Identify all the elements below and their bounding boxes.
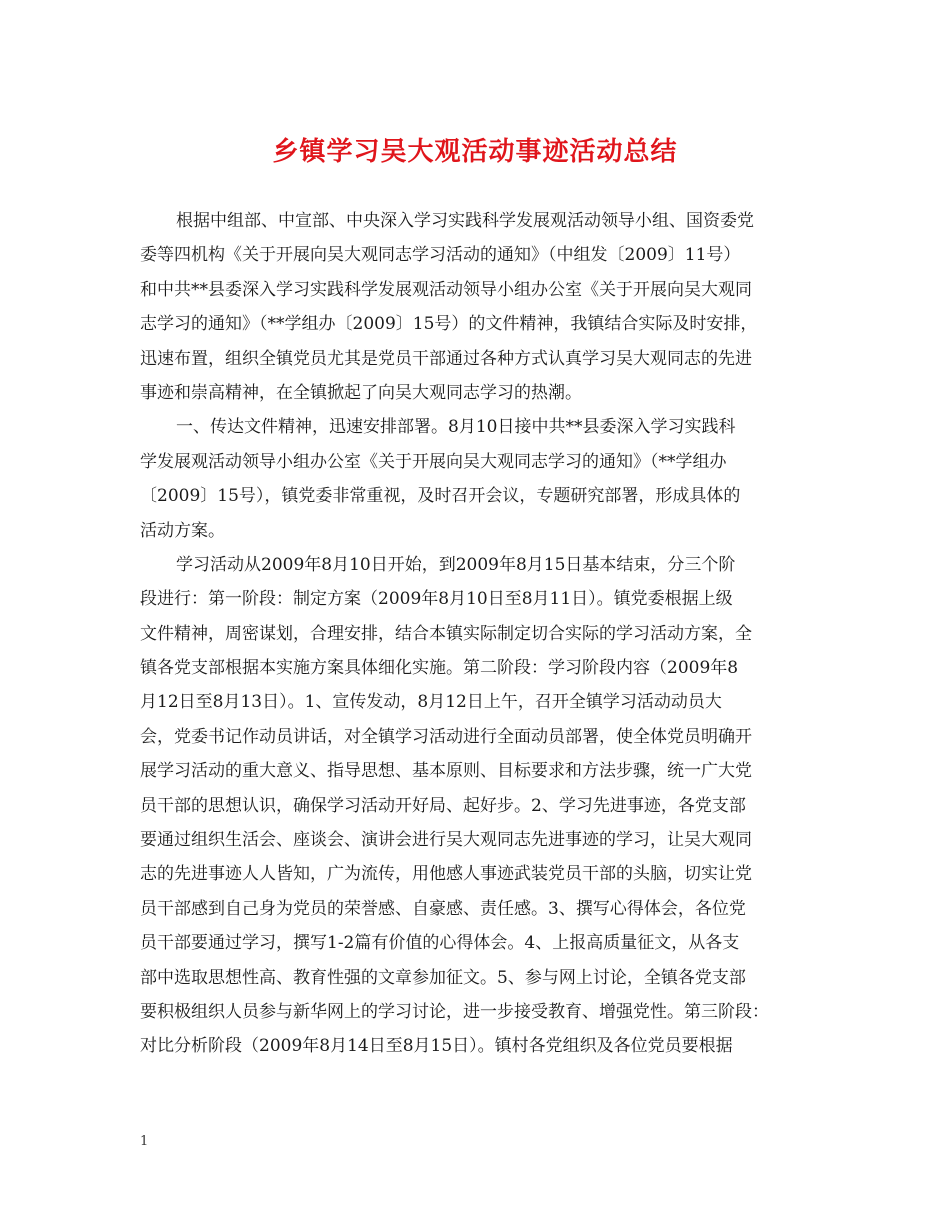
page-number: 1	[140, 1134, 149, 1149]
body-line: 要积极组织人员参与新华网上的学习讨论，进一步接受教育、增强党性。第三阶段：	[140, 1001, 769, 1022]
body-line: 志的先进事迹人人皆知，广为流传，用他感人事迹武装党员干部的头脑，切实让党	[140, 864, 752, 885]
body-line: 员干部感到自己身为党员的荣誉感、自豪感、责任感。3、撰写心得体会，各位党	[140, 898, 746, 919]
document-title: 乡镇学习吴大观活动事迹活动总结	[272, 137, 678, 167]
body-line: 月12日至8月13日）。1、宣传发动，8月12日上午，召开全镇学习活动动员大	[140, 692, 722, 713]
body-line: 活动方案。	[140, 520, 225, 541]
body-line: 文件精神，周密谋划，合理安排，结合本镇实际制定切合实际的学习活动方案，全	[140, 623, 752, 644]
body-line: 学发展观活动领导小组办公室《关于开展向吴大观同志学习的通知》（**学组办	[140, 451, 727, 472]
body-line: 要通过组织生活会、座谈会、演讲会进行吴大观同志先进事迹的学习，让吴大观同	[140, 830, 752, 851]
body-line: 一、传达文件精神，迅速安排部署。8月10日接中共**县委深入学习实践科	[176, 417, 736, 438]
body-line: 学习活动从2009年8月10日开始，到2009年8月15日基本结束，分三个阶	[176, 554, 736, 575]
body-line: 展学习活动的重大意义、指导思想、基本原则、目标要求和方法步骤，统一广大党	[140, 761, 752, 782]
body-line: 根据中组部、中宣部、中央深入学习实践科学发展观活动领导小组、国资委党	[176, 211, 754, 231]
body-line: 员干部要通过学习，撰写1-2篇有价值的心得体会。4、上报高质量征文，从各支	[140, 933, 740, 954]
body-line: 迅速布置，组织全镇党员尤其是党员干部通过各种方式认真学习吴大观同志的先进	[140, 348, 752, 369]
body-line: 会，党委书记作动员讲话，对全镇学习活动进行全面动员部署，使全体党员明确开	[140, 726, 752, 747]
body-line: 镇各党支部根据本实施方案具体细化实施。第二阶段：学习阶段内容（2009年8	[140, 658, 739, 679]
body-line: 段进行：第一阶段：制定方案（2009年8月10日至8月11日）。镇党委根据上级	[140, 589, 733, 610]
document-body	[140, 204, 820, 1064]
body-line: 委等四机构《关于开展向吴大观同志学习活动的通知》（中组发〔2009〕11号）	[140, 245, 741, 266]
body-line: 和中共**县委深入学习实践科学发展观活动领导小组办公室《关于开展向吴大观同	[140, 279, 752, 300]
body-line: 员干部的思想认识，确保学习活动开好局、起好步。2、学习先进事迹，各党支部	[140, 795, 746, 816]
body-line: 部中选取思想性高、教育性强的文章参加征文。5、参与网上讨论，全镇各党支部	[140, 967, 746, 988]
body-line: 志学习的通知》（**学组办〔2009〕15号）的文件精神，我镇结合实际及时安排，	[140, 314, 758, 335]
body-line: 对比分析阶段（2009年8月14日至8月15日）。镇村各党组织及各位党员要根据	[140, 1036, 733, 1057]
body-line: 事迹和崇高精神，在全镇掀起了向吴大观同志学习的热潮。	[140, 382, 582, 403]
body-line: 〔2009〕15号），镇党委非常重视，及时召开会议，专题研究部署，形成具体的	[140, 486, 741, 507]
